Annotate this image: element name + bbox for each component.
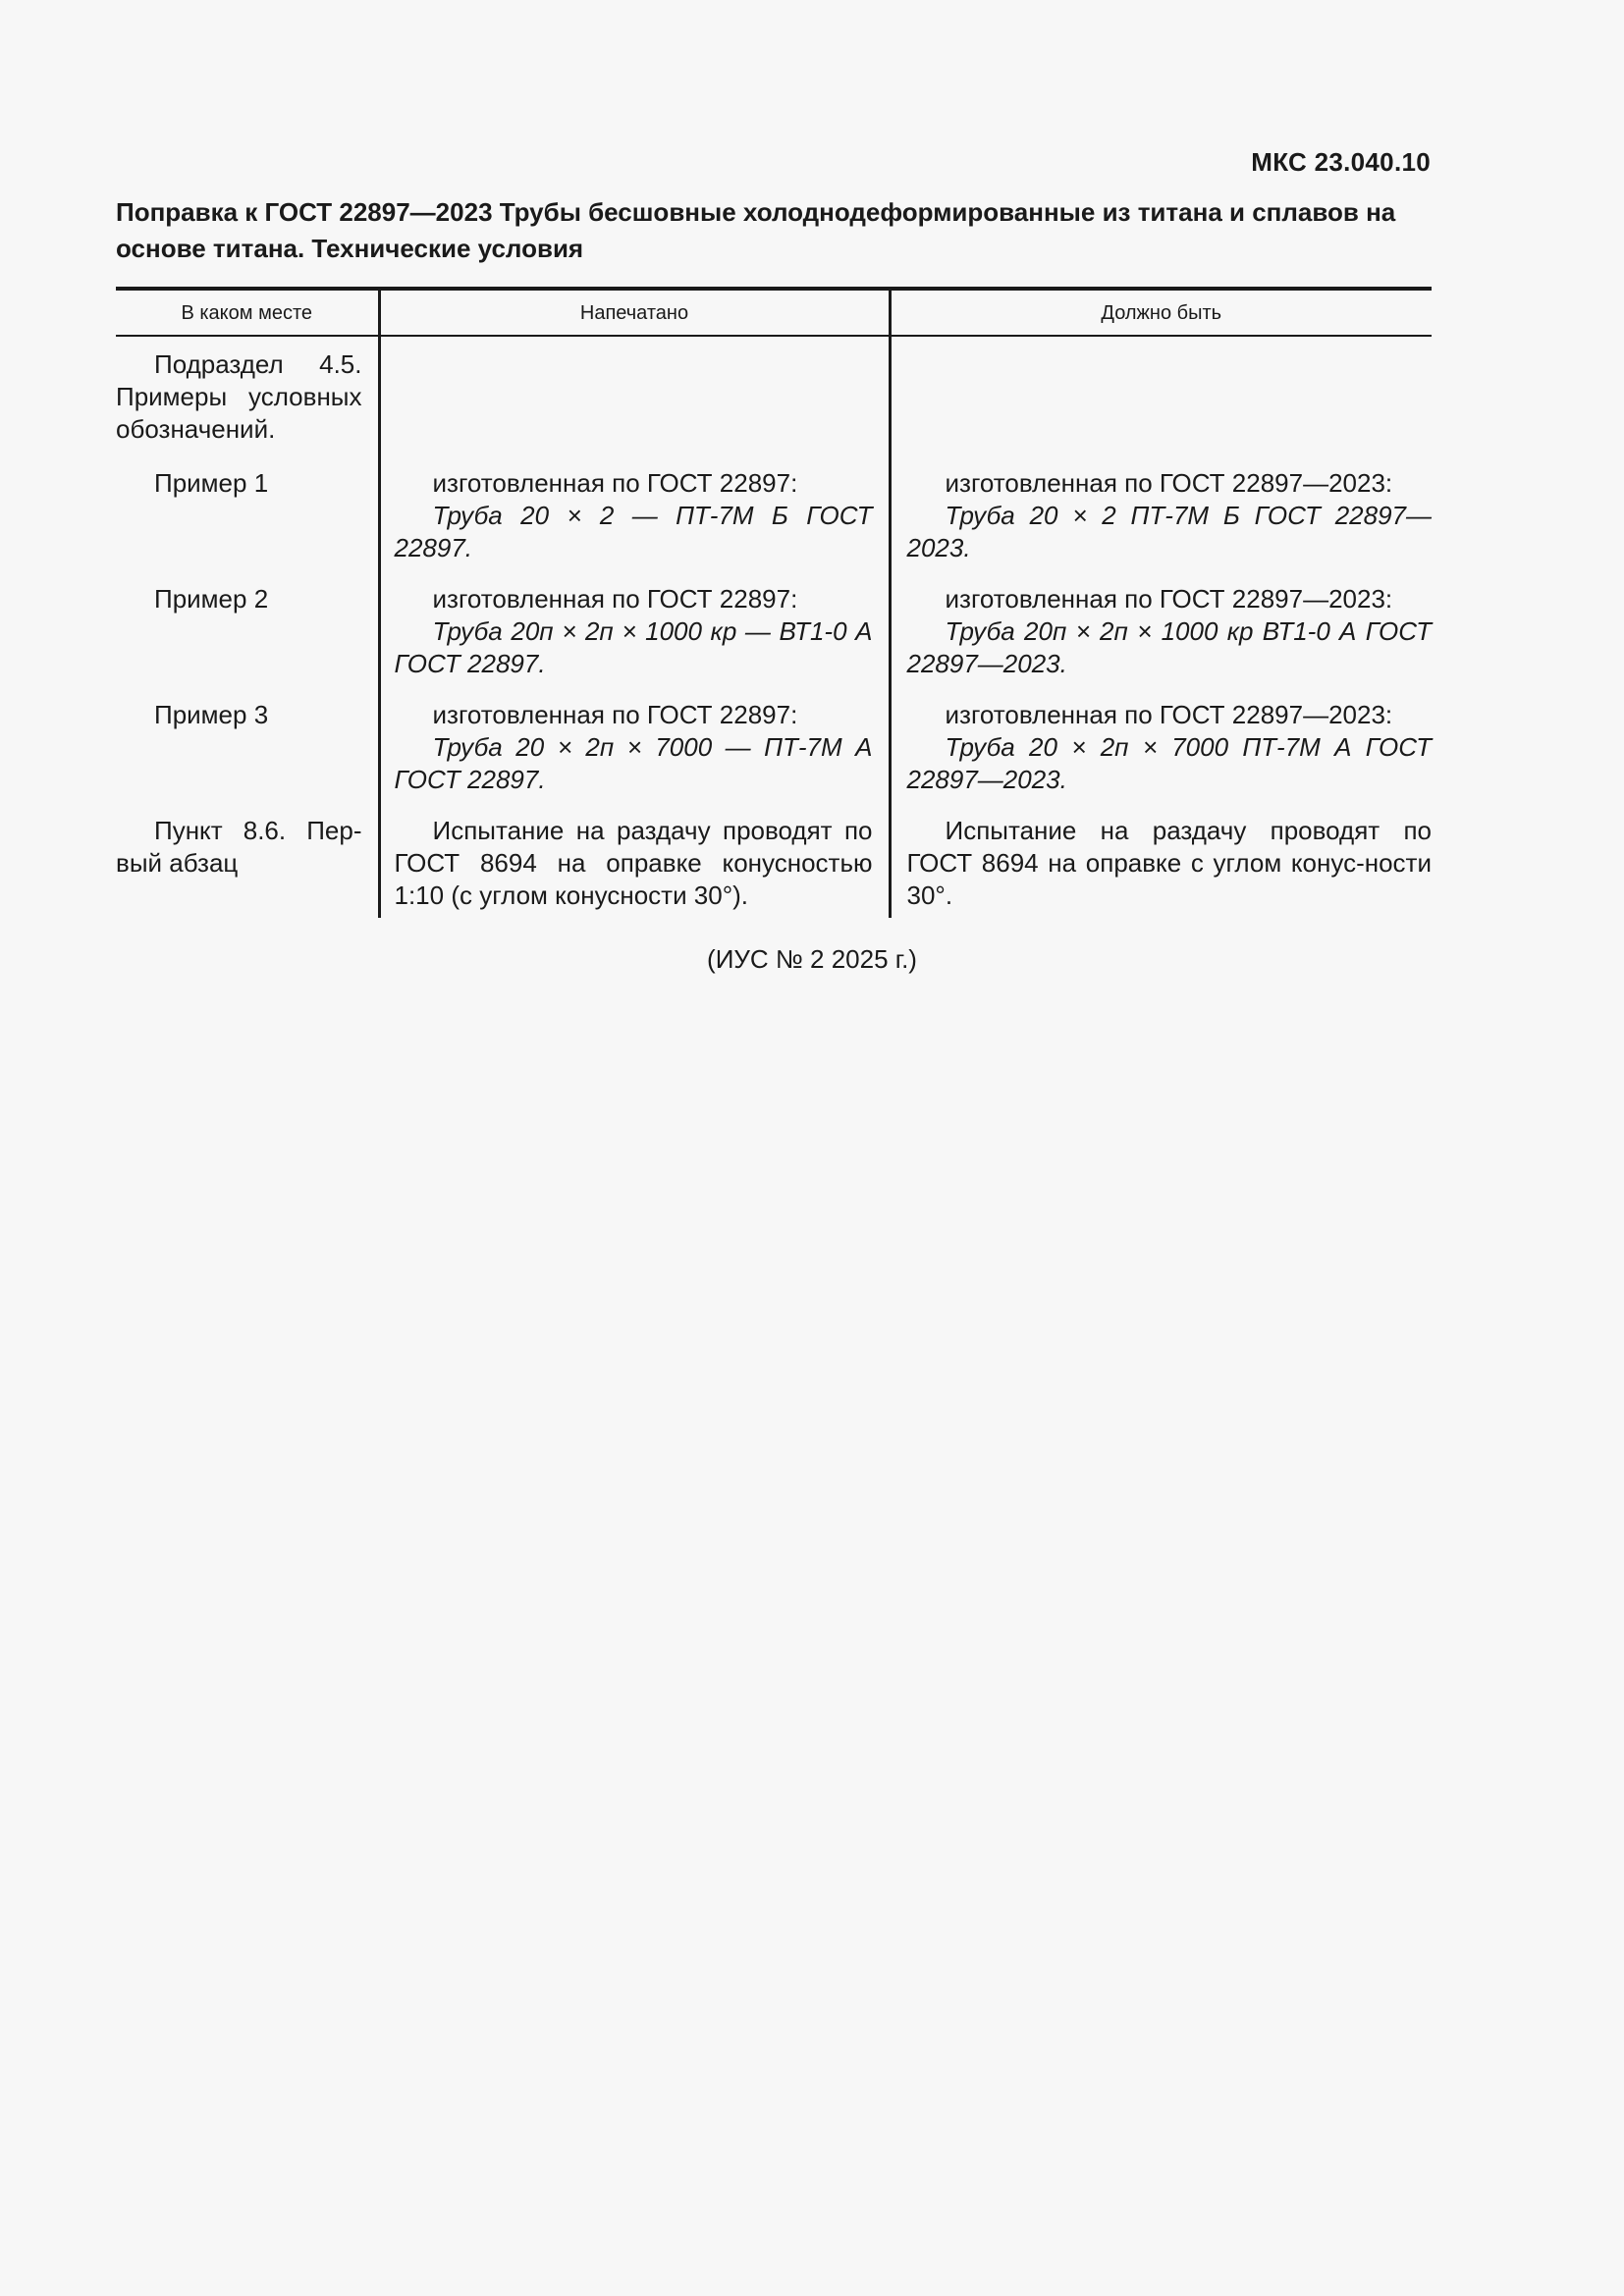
cell-where	[116, 699, 379, 815]
should-designation: Труба 20п × 2п × 1000 кр ВТ1-0 А ГОСТ 22897—2023.	[906, 616, 1432, 678]
header-printed: Напечатано	[379, 289, 890, 336]
cell-where	[116, 467, 379, 583]
header-should: Должно быть	[890, 289, 1432, 336]
should-text: Испытание на раздачу проводят по ГОСТ 8694 на оправке с углом конус-ности 30°.	[906, 816, 1432, 910]
should-intro: изготовленная по ГОСТ 22897—2023:	[945, 700, 1393, 729]
table-row	[116, 467, 1432, 583]
clause-label: Пункт 8.6. Пер-вый абзац	[116, 816, 362, 878]
example-label: Пример 1	[154, 468, 269, 498]
document-title: Поправка к ГОСТ 22897—2023 Трубы бесшовные холоднодеформированные из титана и сплавов на основе титана. Технические условия	[116, 197, 1396, 263]
cell-printed	[379, 583, 890, 699]
table-row	[116, 583, 1432, 699]
example-label: Пример 3	[154, 700, 269, 729]
cell-printed	[379, 699, 890, 815]
table-row-subsection	[116, 336, 1432, 467]
example-label: Пример 2	[154, 584, 269, 614]
cell-should	[890, 467, 1432, 583]
cell-printed	[379, 467, 890, 583]
printed-text: Испытание на раздачу проводят по ГОСТ 8694 на оправке конусностью 1:10 (с углом конусности 30°).	[394, 816, 873, 910]
cell-should	[890, 336, 1432, 467]
cell-printed	[379, 815, 890, 918]
cell-where	[116, 583, 379, 699]
cell-where	[116, 336, 379, 467]
table-header-row	[116, 289, 1432, 336]
header-where: В каком месте	[116, 289, 379, 336]
should-designation: Труба 20 × 2 ПТ-7М Б ГОСТ 22897—2023.	[906, 501, 1432, 562]
printed-intro: изготовленная по ГОСТ 22897:	[432, 468, 798, 498]
printed-designation: Труба 20п × 2п × 1000 кр — ВТ1-0 А ГОСТ 22897.	[394, 616, 873, 678]
should-intro: изготовленная по ГОСТ 22897—2023:	[945, 468, 1393, 498]
cell-should	[890, 815, 1432, 918]
cell-should	[890, 583, 1432, 699]
cell-printed	[379, 336, 890, 467]
amendment-table	[116, 287, 1432, 918]
cell-where	[116, 815, 379, 918]
table-row	[116, 699, 1432, 815]
cell-should	[890, 699, 1432, 815]
printed-designation: Труба 20 × 2 — ПТ-7М Б ГОСТ 22897.	[394, 501, 873, 562]
should-designation: Труба 20 × 2п × 7000 ПТ-7М А ГОСТ 22897—2023.	[906, 732, 1432, 794]
printed-intro: изготовленная по ГОСТ 22897:	[432, 700, 798, 729]
should-intro: изготовленная по ГОСТ 22897—2023:	[945, 584, 1393, 614]
printed-designation: Труба 20 × 2п × 7000 — ПТ-7М А ГОСТ 22897.	[394, 732, 873, 794]
subsection-label: Подраздел 4.5. Примеры условных обозначений.	[116, 349, 362, 444]
printed-intro: изготовленная по ГОСТ 22897:	[432, 584, 798, 614]
ius-reference: (ИУС № 2 2025 г.)	[707, 944, 917, 974]
table-row	[116, 815, 1432, 918]
mks-code: МКС 23.040.10	[1251, 147, 1431, 177]
